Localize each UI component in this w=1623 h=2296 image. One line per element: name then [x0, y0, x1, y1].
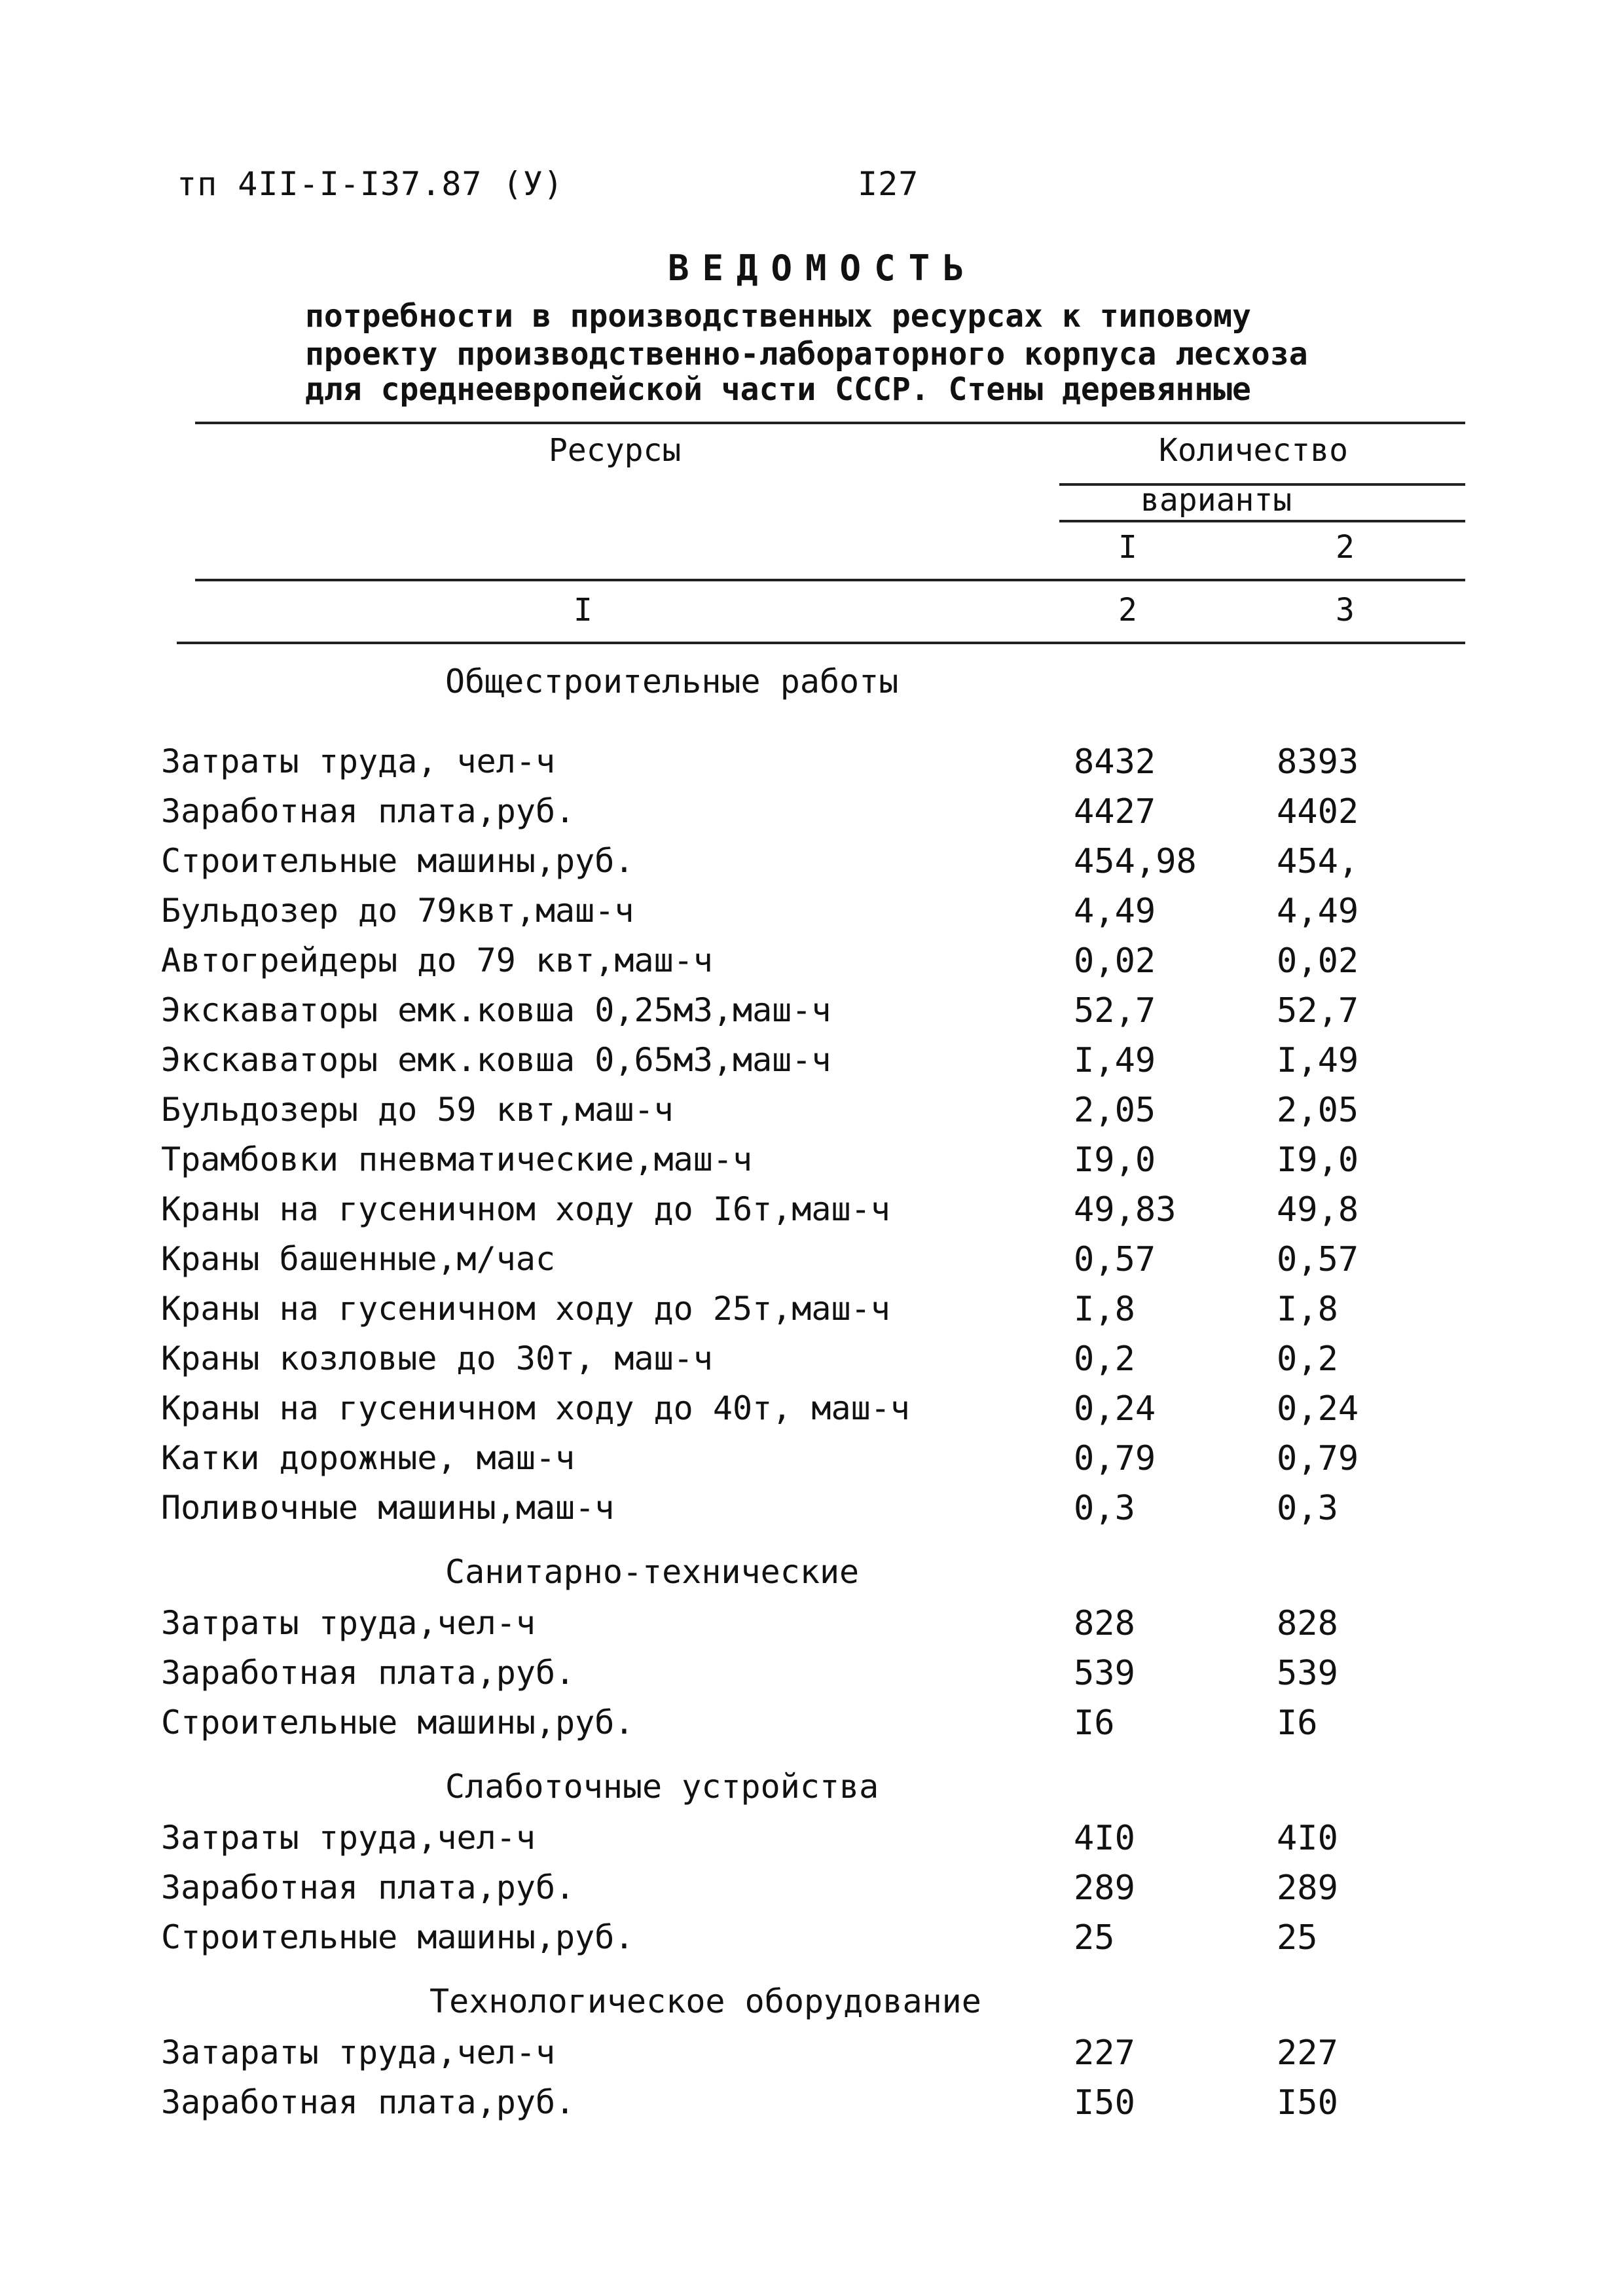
- row-value-variant-2: I,49: [1277, 1041, 1359, 1080]
- row-label: Краны на гусеничном ходу до 40т, маш-ч: [161, 1389, 910, 1427]
- row-value-variant-2: 52,7: [1277, 991, 1359, 1030]
- row-value-variant-2: I50: [1277, 2083, 1338, 2123]
- row-label: Автогрейдеры до 79 квт,маш-ч: [161, 941, 713, 979]
- row-label: Заработная плата,руб.: [161, 792, 575, 830]
- row-value-variant-2: 0,3: [1277, 1489, 1338, 1528]
- row-label: Заработная плата,руб.: [161, 1868, 575, 1906]
- row-value-variant-1: 2,05: [1074, 1091, 1156, 1130]
- row-value-variant-1: 8432: [1074, 742, 1156, 782]
- row-label: Строительные машины,руб.: [161, 1918, 634, 1956]
- row-label: Бульдозер до 79квт,маш-ч: [161, 892, 634, 930]
- row-value-variant-1: 289: [1074, 1868, 1135, 1908]
- column-header-resources: Ресурсы: [549, 432, 682, 469]
- section-title: Слаботочные устройства: [445, 1768, 879, 1806]
- row-value-variant-2: 49,8: [1277, 1190, 1359, 1230]
- row-value-variant-1: 0,57: [1074, 1240, 1156, 1279]
- row-value-variant-1: 828: [1074, 1604, 1135, 1643]
- row-label: Затраты труда,чел-ч: [161, 1604, 536, 1642]
- row-value-variant-1: 52,7: [1074, 991, 1156, 1030]
- row-label: Экскаваторы емк.ковша 0,65м3,маш-ч: [161, 1041, 831, 1079]
- section-title: Технологическое оборудование: [429, 1982, 981, 2020]
- row-value-variant-1: 0,24: [1074, 1389, 1156, 1429]
- row-value-variant-2: 2,05: [1277, 1091, 1359, 1130]
- row-value-variant-1: 0,02: [1074, 941, 1156, 981]
- row-value-variant-1: 4I0: [1074, 1819, 1135, 1858]
- row-value-variant-2: 828: [1277, 1604, 1338, 1643]
- row-label: Строительные машины,руб.: [161, 1704, 634, 1741]
- variant-2-header: 2: [1336, 529, 1355, 566]
- table-top-rule: [195, 422, 1465, 424]
- row-value-variant-2: 0,57: [1277, 1240, 1359, 1279]
- row-value-variant-1: 0,79: [1074, 1439, 1156, 1478]
- row-label: Экскаваторы емк.ковша 0,25м3,маш-ч: [161, 991, 831, 1029]
- document-code: тп 4II-I-I37.87 (У): [177, 165, 564, 203]
- row-value-variant-1: 4427: [1074, 792, 1156, 831]
- row-value-variant-1: 25: [1074, 1918, 1115, 1958]
- row-value-variant-2: 4,49: [1277, 892, 1359, 931]
- column-number-2: 2: [1118, 592, 1137, 629]
- row-value-variant-1: 0,2: [1074, 1339, 1135, 1379]
- row-value-variant-2: I6: [1277, 1704, 1318, 1743]
- column-number-3: 3: [1336, 592, 1355, 629]
- header-bottom-rule: [195, 579, 1465, 581]
- page-number: I27: [858, 165, 919, 203]
- row-label: Трамбовки пневматические,маш-ч: [161, 1140, 753, 1178]
- row-value-variant-2: 4I0: [1277, 1819, 1338, 1858]
- section-title: Общестроительные работы: [445, 663, 899, 701]
- row-label: Заработная плата,руб.: [161, 1654, 575, 1692]
- row-value-variant-1: I,49: [1074, 1041, 1156, 1080]
- subtitle-line-3: для среднеевропейской части СССР. Стены деревянные: [305, 371, 1251, 408]
- row-value-variant-1: I6: [1074, 1704, 1115, 1743]
- row-label: Заработная плата,руб.: [161, 2083, 575, 2121]
- variants-rule: [1059, 520, 1465, 522]
- column-header-quantity: Количество: [1159, 432, 1348, 469]
- row-label: Строительные машины,руб.: [161, 842, 634, 880]
- column-number-1: I: [574, 592, 593, 629]
- row-value-variant-2: 0,79: [1277, 1439, 1359, 1478]
- subtitle-line-1: потребности в производственных ресурсах к типовому: [305, 298, 1251, 335]
- row-label: Поливочные машины,маш-ч: [161, 1489, 615, 1527]
- row-label: Краны на гусеничном ходу до I6т,маш-ч: [161, 1190, 890, 1228]
- row-value-variant-1: 4,49: [1074, 892, 1156, 931]
- row-value-variant-1: 0,3: [1074, 1489, 1135, 1528]
- row-label: Затраты труда, чел-ч: [161, 742, 556, 780]
- row-label: Катки дорожные, маш-ч: [161, 1439, 575, 1477]
- row-value-variant-2: I,8: [1277, 1290, 1338, 1329]
- row-label: Затраты труда,чел-ч: [161, 1819, 536, 1857]
- numbering-bottom-rule: [177, 642, 1465, 644]
- row-value-variant-2: I9,0: [1277, 1140, 1359, 1180]
- row-value-variant-1: 454,98: [1074, 842, 1197, 881]
- row-value-variant-2: 289: [1277, 1868, 1338, 1908]
- row-value-variant-2: 0,02: [1277, 941, 1359, 981]
- subtitle-line-2: проекту производственно-лабораторного корпуса лесхоза: [305, 336, 1308, 373]
- row-value-variant-2: 0,24: [1277, 1389, 1359, 1429]
- row-value-variant-2: 25: [1277, 1918, 1318, 1958]
- row-value-variant-2: 4402: [1277, 792, 1359, 831]
- row-value-variant-1: I50: [1074, 2083, 1135, 2123]
- row-value-variant-1: 539: [1074, 1654, 1135, 1693]
- row-value-variant-1: 49,83: [1074, 1190, 1176, 1230]
- column-header-variants: варианты: [1140, 482, 1292, 519]
- row-label: Краны башенные,м/час: [161, 1240, 556, 1278]
- row-value-variant-2: 0,2: [1277, 1339, 1338, 1379]
- row-value-variant-1: I,8: [1074, 1290, 1135, 1329]
- row-label: Краны на гусеничном ходу до 25т,маш-ч: [161, 1290, 890, 1328]
- variant-1-header: I: [1118, 529, 1137, 566]
- row-label: Краны козловые до 30т, маш-ч: [161, 1339, 713, 1377]
- row-value-variant-1: 227: [1074, 2033, 1135, 2073]
- row-value-variant-2: 454,: [1277, 842, 1359, 881]
- document-title: ВЕДОМОСТЬ: [668, 247, 977, 289]
- row-value-variant-1: I9,0: [1074, 1140, 1156, 1180]
- section-title: Санитарно-технические: [445, 1553, 860, 1591]
- row-value-variant-2: 539: [1277, 1654, 1338, 1693]
- row-value-variant-2: 227: [1277, 2033, 1338, 2073]
- row-value-variant-2: 8393: [1277, 742, 1359, 782]
- row-label: Затараты труда,чел-ч: [161, 2033, 556, 2071]
- row-label: Бульдозеры до 59 квт,маш-ч: [161, 1091, 674, 1129]
